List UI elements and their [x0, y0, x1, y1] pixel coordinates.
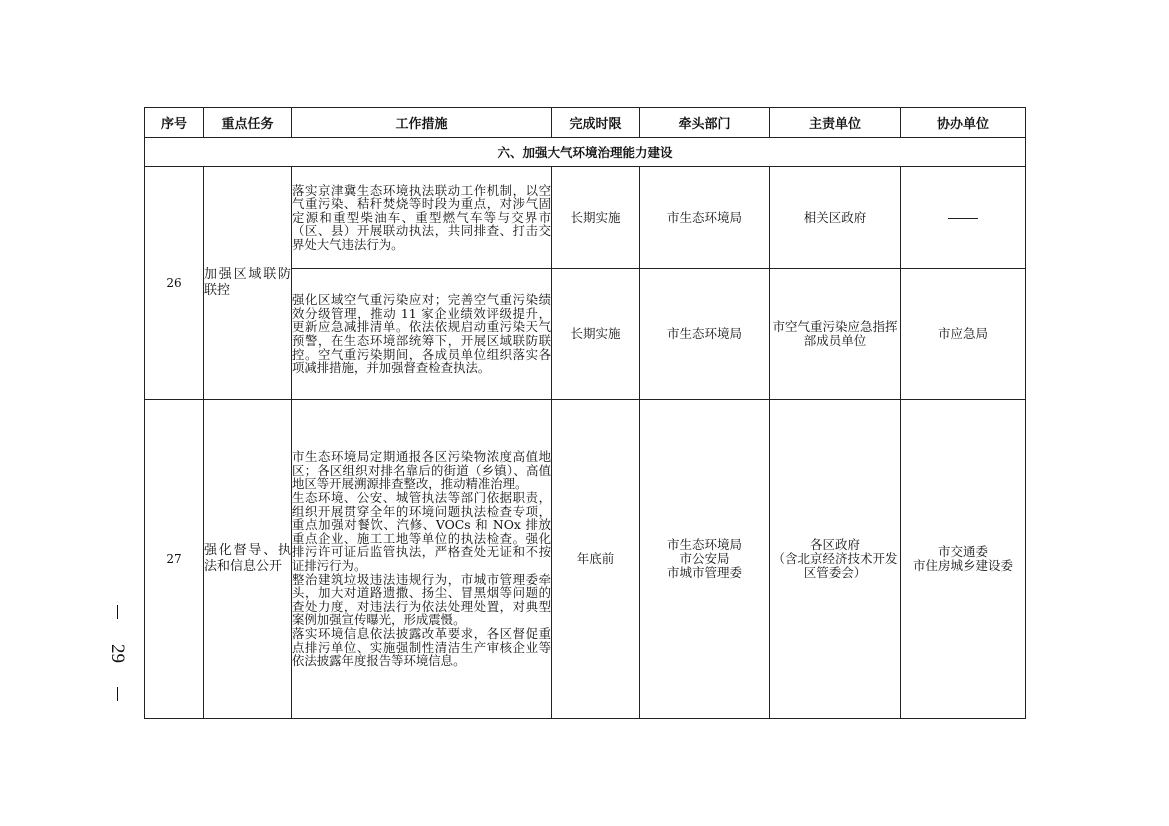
table-row: [145, 400, 1026, 719]
main-unit-cell: 相关区政府: [770, 167, 901, 269]
page-number-text: 29: [106, 643, 128, 663]
lead-dept-cell: 市生态环境局 市公安局 市城市管理委: [640, 400, 770, 719]
deadline-cell: 长期实施: [552, 269, 640, 400]
deadline-cell: 长期实施: [552, 167, 640, 269]
assist-unit-cell: 市交通委 市住房城乡建设委: [901, 400, 1026, 719]
task-cell: 加强区域联防联控: [204, 167, 292, 400]
header-cell: 工作措施: [292, 108, 552, 138]
assist-unit-cell: [901, 167, 1026, 269]
table-row: [145, 167, 1026, 269]
header-cell: 序号: [145, 108, 204, 138]
page-number-dash: [117, 605, 118, 619]
row-number: 27: [145, 400, 204, 719]
header-cell: 完成时限: [552, 108, 640, 138]
header-cell: 协办单位: [901, 108, 1026, 138]
section-row: [145, 138, 1026, 167]
measure-cell: 市生态环境局定期通报各区污染物浓度高值地区；各区组织对排名靠后的街道（乡镇）、高值地区等开展溯源排查整改，推动精准治理。 生态环境、公安、城管执法等部门依据职责，组织开展贯穿全年的环境问题执法检查专项，重点加强对餐饮、汽修、VOCs 和 NOx 排放重点企业、施工工地等单位的执法检查。强化排污许可证后监管执法，严格查处无证和不按证排污行为。 整治建筑垃圾违法违规行为，市城市管理委牵头，加大对道路遗撒、扬尘、冒黑烟等问题的查处力度，对违法行为依法处理处置，对典型案例加强宣传曝光，形成震慑。 落实环境信息依法披露改革要求，各区督促重点排污单位、实施强制性清洁生产审核企业等依法披露年度报告等环境信息。: [292, 400, 552, 719]
page-number: [102, 605, 132, 701]
main-unit-cell: 市空气重污染应急指挥部成员单位: [770, 269, 901, 400]
deadline-cell: 年底前: [552, 400, 640, 719]
section-title: 六、加强大气环境治理能力建设: [145, 138, 1026, 167]
main-unit-cell: 各区政府 （含北京经济技术开发区管委会）: [770, 400, 901, 719]
page-number-dash: [117, 687, 118, 701]
measure-cell: 落实京津冀生态环境执法联动工作机制，以空气重污染、秸秆焚烧等时段为重点，对涉气固定源和重型柴油车、重型燃气车等与交界市（区、县）开展联动执法，共同排查、打击交界处大气违法行为。: [292, 167, 552, 269]
assist-unit-cell: 市应急局: [901, 269, 1026, 400]
task-table: [144, 107, 1026, 719]
lead-dept-cell: 市生态环境局: [640, 167, 770, 269]
measure-cell: 强化区域空气重污染应对；完善空气重污染绩效分级管理，推动 11 家企业绩效评级提升，更新应急减排清单。依法依规启动重污染天气预警，在生态环境部统筹下，开展区域联防联控。空气重污染期间，各成员单位组织落实各项减排措施，并加强督查检查执法。: [292, 269, 552, 400]
header-cell: 主责单位: [770, 108, 901, 138]
empty-dash: [948, 218, 978, 219]
header-cell: 牵头部门: [640, 108, 770, 138]
header-cell: 重点任务: [204, 108, 292, 138]
task-cell: 强化督导、执法和信息公开: [204, 400, 292, 719]
row-number: 26: [145, 167, 204, 400]
header-row: [145, 108, 1026, 138]
lead-dept-cell: 市生态环境局: [640, 269, 770, 400]
